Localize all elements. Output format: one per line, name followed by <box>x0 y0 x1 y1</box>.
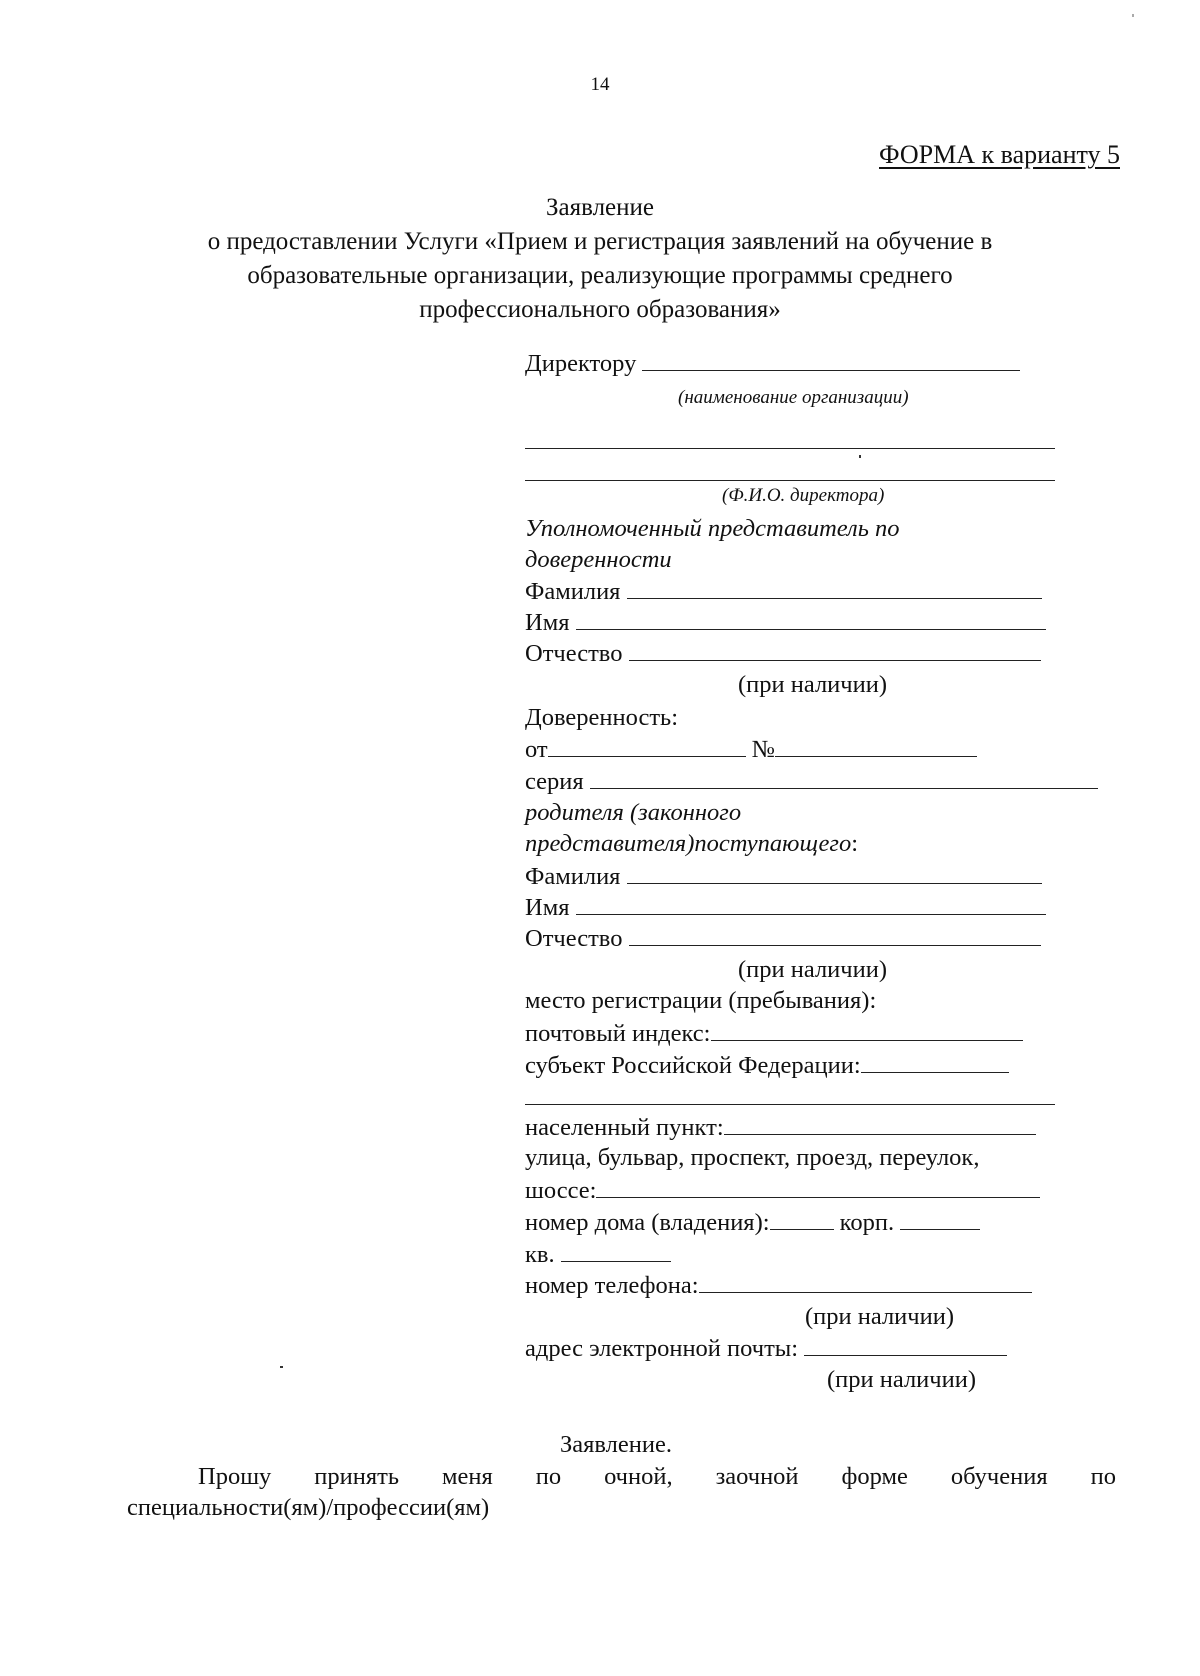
poa-label: Доверенность: <box>525 704 679 731</box>
registration-heading: место регистрации (пребывания): <box>525 987 877 1014</box>
representative-heading-2: доверенности <box>525 546 672 573</box>
street-row <box>525 1175 1040 1206</box>
statement-word: форме <box>841 1463 908 1490</box>
poa-date-field[interactable] <box>548 734 746 757</box>
organization-field[interactable] <box>642 348 1020 371</box>
house-row <box>525 1207 980 1238</box>
phone-label: номер телефона: <box>525 1272 699 1299</box>
building-field[interactable] <box>900 1207 980 1230</box>
house-label: номер дома (владения): <box>525 1209 770 1236</box>
statement-word: по <box>535 1463 562 1490</box>
parent-if-any: (при наличии) <box>738 956 887 983</box>
apartment-field[interactable] <box>561 1239 671 1262</box>
statement-word: обучения <box>950 1463 1048 1490</box>
statement-word: меня <box>441 1463 493 1490</box>
director-name-field-2[interactable] <box>525 480 1055 481</box>
subject-label: субъект Российской Федерации: <box>525 1052 861 1079</box>
street-label: шоссе: <box>525 1177 597 1204</box>
parent-heading-colon: : <box>851 830 859 857</box>
poa-series-label: серия <box>525 768 584 795</box>
postal-label: почтовый индекс: <box>525 1020 711 1047</box>
form-reference: ФОРМА к варианту 5 <box>879 140 1120 169</box>
poa-series-row <box>525 766 1098 797</box>
document-title: Заявление <box>545 194 655 221</box>
postal-row <box>525 1018 1023 1049</box>
rep-name-field[interactable] <box>576 607 1046 630</box>
title-line-3: профессионального образования» <box>419 296 781 323</box>
parent-name-row <box>525 892 1046 923</box>
locality-label: населенный пункт: <box>525 1114 724 1141</box>
email-if-any: (при наличии) <box>827 1366 976 1393</box>
street-field[interactable] <box>596 1175 1040 1198</box>
rep-if-any: (при наличии) <box>738 671 887 698</box>
building-label: корп. <box>839 1209 895 1236</box>
parent-heading-1: родителя (законного <box>525 799 742 826</box>
email-row <box>525 1333 1007 1364</box>
parent-patronymic-label: Отчество <box>525 925 623 952</box>
page-number: 14 <box>590 74 610 95</box>
rep-patronymic-label: Отчество <box>525 640 623 667</box>
poa-number-field[interactable] <box>775 734 977 757</box>
apartment-label: кв. <box>525 1241 555 1268</box>
locality-field[interactable] <box>724 1112 1036 1135</box>
director-row <box>525 348 1020 379</box>
street-line-1: улица, бульвар, проспект, проезд, переулок, <box>525 1144 980 1171</box>
rep-surname-field[interactable] <box>627 576 1042 599</box>
poa-series-field[interactable] <box>590 766 1098 789</box>
phone-field[interactable] <box>699 1270 1032 1293</box>
email-label: адрес электронной почты: <box>525 1335 799 1362</box>
poa-date-number-row <box>525 734 977 765</box>
scan-speck <box>859 455 861 458</box>
statement-word: по <box>1090 1463 1116 1490</box>
rep-patronymic-field[interactable] <box>629 638 1041 661</box>
rep-name-label: Имя <box>525 609 570 636</box>
apartment-row <box>525 1239 671 1270</box>
scan-speck <box>1132 14 1134 17</box>
statement-word: принять <box>314 1463 400 1490</box>
parent-name-label: Имя <box>525 894 570 921</box>
organization-caption: (наименование организации) <box>678 387 909 408</box>
director-label: Директору <box>525 350 637 377</box>
parent-heading-2-row <box>525 829 858 859</box>
phone-row <box>525 1270 1032 1301</box>
rep-surname-label: Фамилия <box>525 578 621 605</box>
parent-surname-field[interactable] <box>627 861 1042 884</box>
rep-surname-row <box>525 576 1042 607</box>
rep-patronymic-row <box>525 638 1041 669</box>
subject-row <box>525 1050 1009 1081</box>
postal-field[interactable] <box>711 1018 1023 1041</box>
poa-number-label: № <box>751 736 776 763</box>
director-caption: (Ф.И.О. директора) <box>722 485 885 506</box>
title-line-2: образовательные организации, реализующие программы среднего <box>247 262 953 289</box>
statement-word: очной, <box>604 1463 673 1490</box>
statement-heading: Заявление. <box>560 1431 672 1458</box>
locality-row <box>525 1112 1036 1143</box>
statement-line-1 <box>198 1462 1116 1492</box>
parent-patronymic-row <box>525 923 1041 954</box>
rep-name-row <box>525 607 1046 638</box>
email-field[interactable] <box>804 1333 1007 1356</box>
statement-word: заочной <box>715 1463 799 1490</box>
house-field[interactable] <box>770 1207 834 1230</box>
title-line-1: о предоставлении Услуги «Прием и регистрация заявлений на обучение в <box>207 228 993 255</box>
subject-field[interactable] <box>861 1050 1009 1073</box>
parent-heading-2: представителя)поступающего <box>525 830 852 857</box>
subject-field-2[interactable] <box>525 1104 1055 1105</box>
parent-surname-label: Фамилия <box>525 863 621 890</box>
poa-from-label: от <box>525 736 548 763</box>
parent-patronymic-field[interactable] <box>629 923 1041 946</box>
parent-name-field[interactable] <box>576 892 1046 915</box>
statement-line-2: специальности(ям)/профессии(ям) <box>127 1494 490 1521</box>
parent-surname-row <box>525 861 1042 892</box>
director-name-field-1[interactable] <box>525 448 1055 449</box>
scan-speck <box>280 1366 283 1368</box>
statement-word: Прошу <box>198 1463 272 1490</box>
phone-if-any: (при наличии) <box>805 1303 954 1330</box>
representative-heading-1: Уполномоченный представитель по <box>525 515 900 542</box>
